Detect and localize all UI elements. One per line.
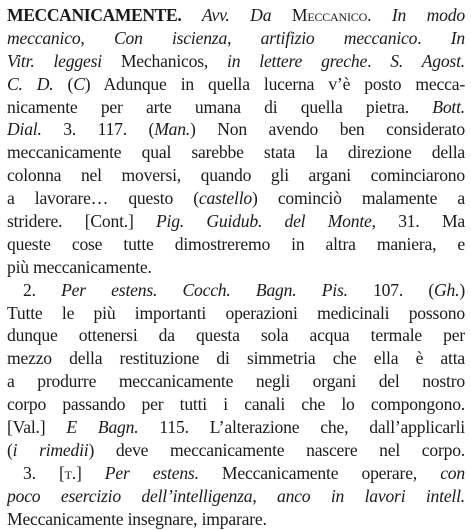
entry-line: mezzo della restituzione di simmetria che ella è atta: [7, 348, 465, 369]
entry-line: stridere. [Cont.] Pig. Guidub. del Monte, 31. Ma: [7, 211, 465, 232]
entry-line: Meccanicamente insegnare, imparare.: [7, 508, 267, 529]
entry-line: 2. Per estens. Cocch. Bagn. Pis. 107. (Gh.): [23, 279, 465, 300]
entry-line: poco esercizio dell’intelligenza, anco in lavori intell.: [7, 485, 465, 506]
entry-line: Dial. 3. 117. (Man.) Non avendo ben considerato: [7, 119, 465, 140]
headword: MECCANICAMENTE.: [7, 5, 182, 25]
entry-line: 3. [t.] Per estens. Meccanicamente operare, con: [23, 462, 465, 483]
entry-line: [Val.] E Bagn. 115. L’alterazione che, dall’applicarli: [7, 417, 465, 438]
entry-line: dunque ottenersi da questa sola acqua termale per: [7, 325, 465, 346]
entry-line: Vitr. leggesi Mechanicos, in lettere greche. S. Agost.: [7, 50, 465, 71]
entry-line: più meccanicamente.: [7, 256, 152, 277]
entry-line: (i rimedii) deve meccanicamente nascere nel corpo.: [7, 439, 465, 460]
entry-line: C. D. (C) Adunque in quella lucerna v’è posto mecca-: [7, 73, 465, 94]
entry-line: corpo passando per tutti i canali che lo compongono.: [7, 394, 465, 415]
entry-line: meccanicamente qual sarebbe stata la direzione della: [7, 142, 465, 163]
entry-line: a produrre meccanicamente negli organi del nostro: [7, 371, 465, 392]
entry-line: Tutte le più importanti operazioni medicinali possono: [7, 302, 465, 323]
dictionary-entry: [7, 4, 465, 530]
entry-line: meccanico, Con iscienza, artifizio meccanico. In: [7, 27, 465, 48]
entry-line: colonna nel moversi, quando gli argani cominciarono: [7, 165, 465, 186]
entry-line: queste cose tutte dimostreremo in altra maniera, e: [7, 233, 465, 254]
entry-line: nicamente per arte umana di quella pietra. Bott.: [7, 96, 465, 117]
entry-line: MECCANICAMENTE. Avv. Da Meccanico. In modo: [7, 5, 465, 25]
entry-line: a lavorare… questo (castello) cominciò malamente a: [7, 188, 465, 209]
